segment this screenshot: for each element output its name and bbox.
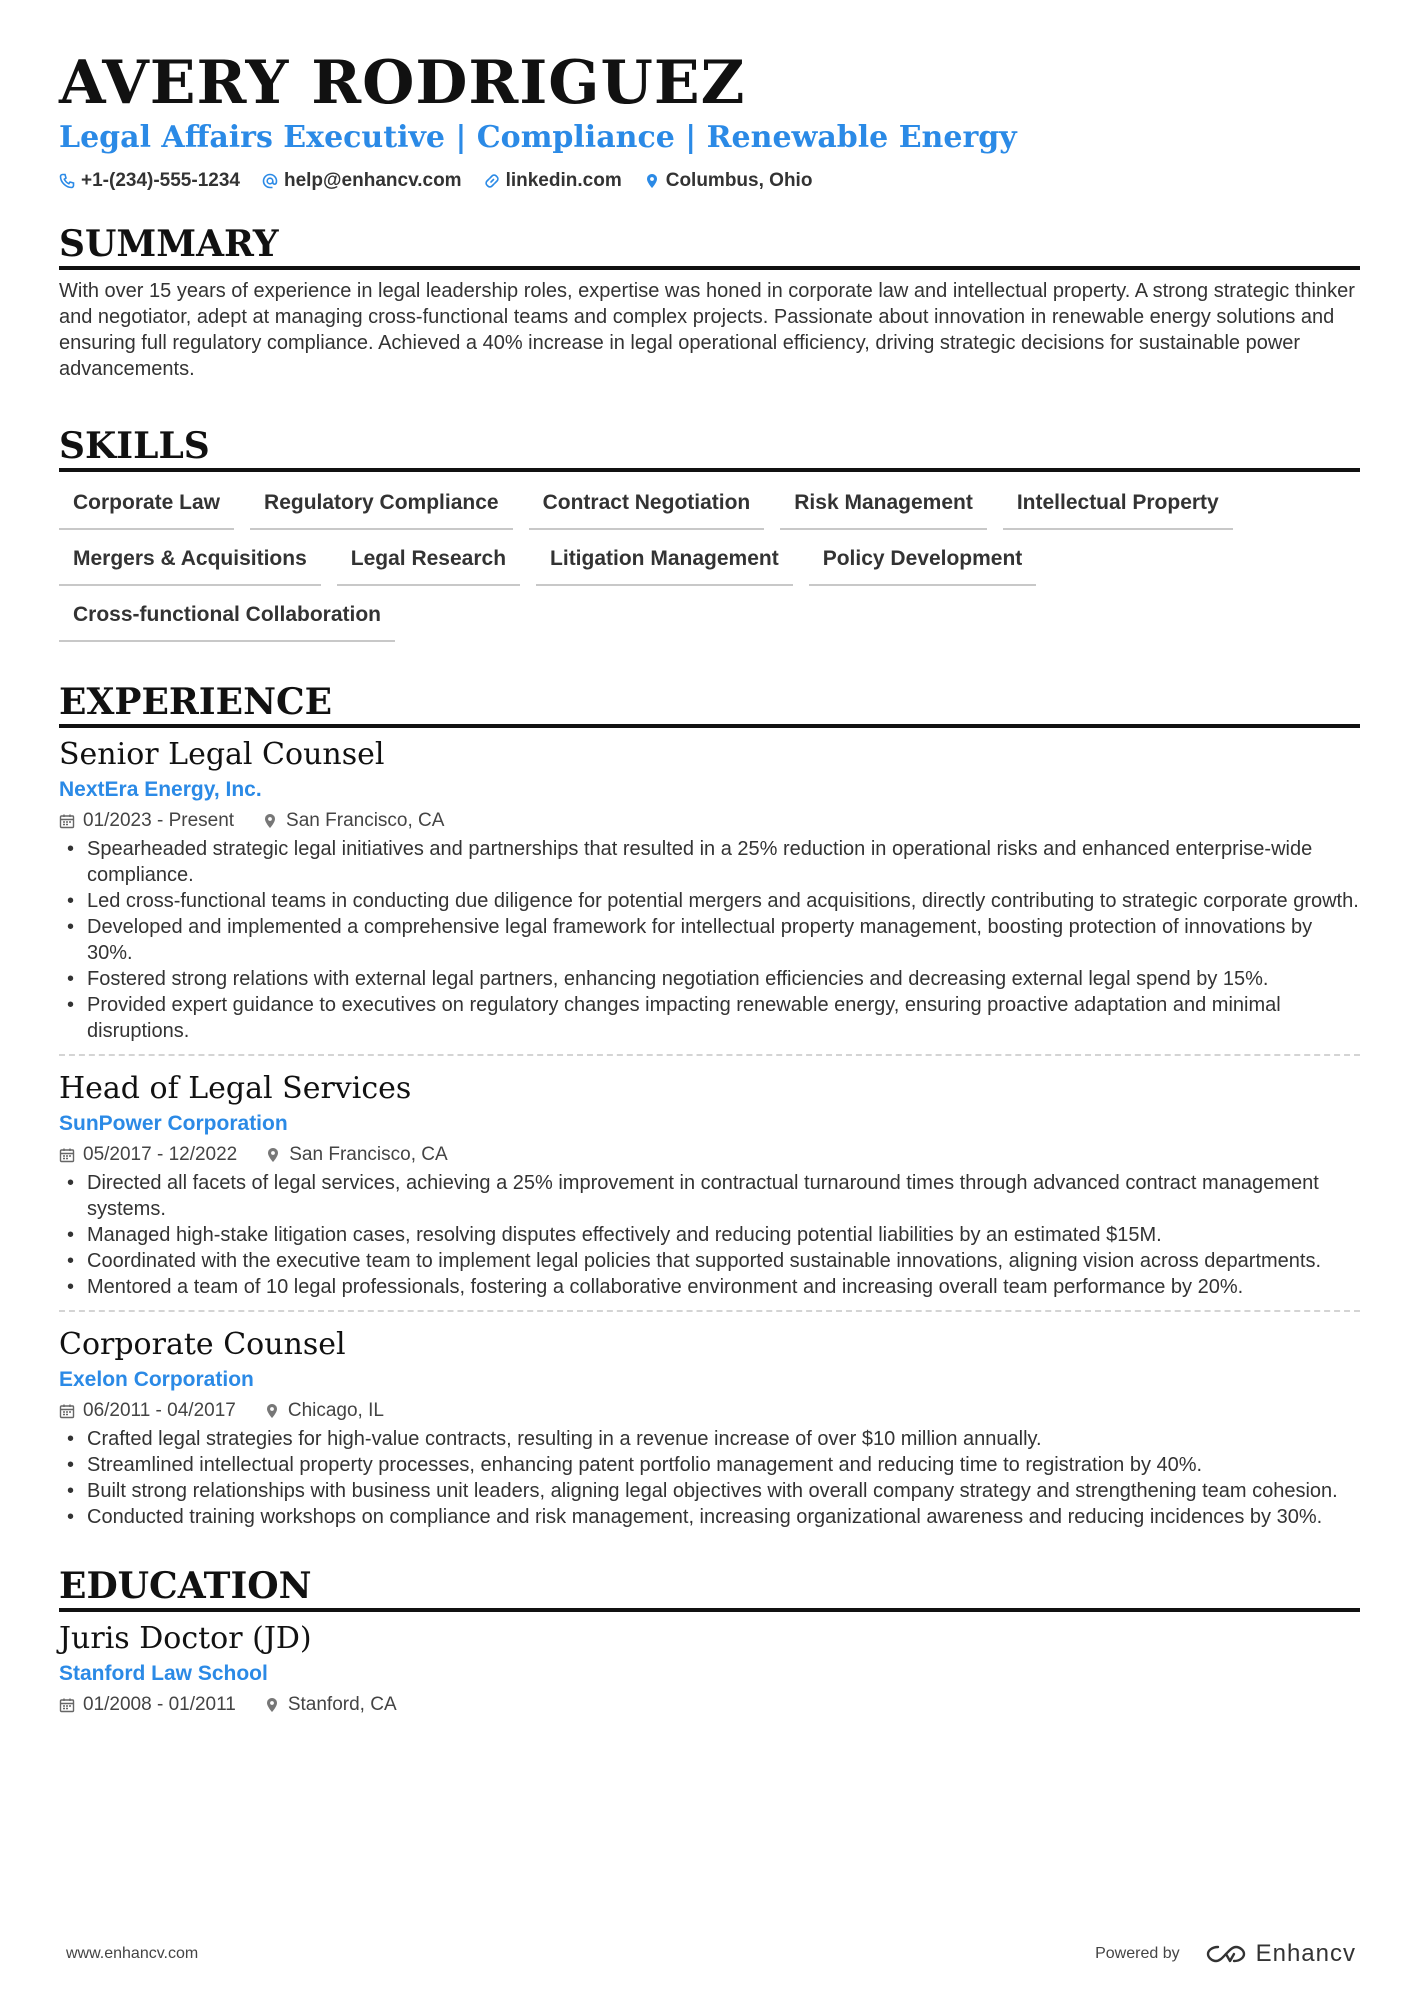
contact-linkedin[interactable] <box>484 170 622 192</box>
skill-tag: Contract Negotiation <box>529 482 765 530</box>
contact-email[interactable] <box>262 170 462 192</box>
job-title: Head of Legal Services <box>59 1071 412 1106</box>
education-location-text: Stanford, CA <box>287 1694 397 1715</box>
skill-tag: Litigation Management <box>536 538 793 586</box>
summary-text: With over 15 years of experience in legal leadership roles, expertise was honed in corporate law and intellectual property. A strong strategic thinker and negotiator, adept at managing cross-functional teams and complex projects. Passionate about innovation in renewable energy solutions and ensuring full regulatory compliance. Achieved a 40% increase in legal operational efficiency, driving strategic decisions for sustainable power advancements. <box>59 280 1355 380</box>
company-name: SunPower Corporation <box>59 1112 288 1135</box>
skill-tag: Policy Development <box>809 538 1037 586</box>
job-bullet: • Developed and implemented a comprehensive legal framework for intellectual property management, boosting protection of innovations by 30%. <box>59 914 1360 966</box>
skills-list <box>59 482 1360 650</box>
education-meta <box>59 1692 1360 1718</box>
job-location-text: San Francisco, CA <box>286 810 445 831</box>
job-title: Senior Legal Counsel <box>59 737 385 772</box>
experience-entry <box>59 736 1360 1050</box>
enhancv-logo-icon <box>1204 1943 1248 1965</box>
school-name: Stanford Law School <box>59 1662 268 1685</box>
skill-tag: Regulatory Compliance <box>250 482 513 530</box>
contact-email-text: help@enhancv.com <box>283 170 462 191</box>
job-dates-text: 05/2017 - 12/2022 <box>83 1144 238 1165</box>
company-name: Exelon Corporation <box>59 1368 254 1391</box>
page-footer <box>66 1940 1356 1968</box>
footer-website[interactable]: www.enhancv.com <box>66 1945 199 1962</box>
job-bullet: • Directed all facets of legal services, achieving a 25% improvement in contractual turnaround times through advanced contract management systems. <box>59 1170 1360 1222</box>
calendar-icon <box>59 1147 75 1163</box>
contact-bar <box>59 170 1360 192</box>
job-location <box>264 1398 384 1424</box>
enhancv-brand-text: Enhancv <box>1255 1940 1356 1967</box>
skill-tag: Legal Research <box>337 538 520 586</box>
contact-linkedin-text: linkedin.com <box>505 170 622 191</box>
skill-tag: Corporate Law <box>59 482 234 530</box>
education-heading: EDUCATION <box>59 1564 1360 1612</box>
map-pin-icon <box>262 813 278 829</box>
skill-tag: Intellectual Property <box>1003 482 1233 530</box>
experience-entry <box>59 1310 1360 1536</box>
phone-icon <box>59 173 75 189</box>
job-bullet: • Mentored a team of 10 legal professionals, fostering a collaborative environment and increasing overall team performance by 20%. <box>59 1274 1360 1300</box>
contact-phone-text: +1-(234)-555-1234 <box>81 170 240 191</box>
job-bullet: • Streamlined intellectual property processes, enhancing patent portfolio management and reducing time to registration by 40%. <box>59 1452 1360 1478</box>
candidate-name: AVERY RODRIGUEZ <box>59 48 746 118</box>
job-bullet: • Conducted training workshops on compliance and risk management, increasing organizational awareness and reducing incidences by 30%. <box>59 1504 1360 1530</box>
job-bullet: • Crafted legal strategies for high-value contracts, resulting in a revenue increase of over $10 million annually. <box>59 1426 1360 1452</box>
job-bullet: • Managed high-stake litigation cases, resolving disputes effectively and reducing potential liabilities by an estimated $15M. <box>59 1222 1360 1248</box>
contact-location-text: Columbus, Ohio <box>665 170 813 191</box>
education-entry <box>59 1620 1360 1724</box>
job-bullets <box>59 836 1360 1044</box>
powered-by <box>1095 1940 1356 1968</box>
job-bullets <box>59 1170 1360 1300</box>
job-meta <box>59 1398 1360 1424</box>
skill-tag: Risk Management <box>780 482 987 530</box>
job-dates-text: 06/2011 - 04/2017 <box>83 1400 236 1421</box>
education-dates-text: 01/2008 - 01/2011 <box>83 1694 236 1715</box>
job-location <box>265 1142 447 1168</box>
enhancv-logo[interactable] <box>1204 1940 1356 1968</box>
map-pin-icon <box>644 173 660 189</box>
resume-page <box>59 48 1360 1724</box>
powered-by-label: Powered by <box>1095 1945 1180 1962</box>
job-location <box>262 808 444 834</box>
summary-heading: SUMMARY <box>59 222 1360 270</box>
candidate-tagline: Legal Affairs Executive | Compliance | Renewable Energy <box>59 120 1017 155</box>
job-meta <box>59 808 1360 834</box>
job-bullet: • Built strong relationships with business unit leaders, aligning legal objectives with overall company strategy and strengthening team cohesion. <box>59 1478 1360 1504</box>
job-location-text: San Francisco, CA <box>289 1144 448 1165</box>
contact-location <box>644 170 813 192</box>
job-bullet: • Coordinated with the executive team to implement legal policies that supported sustainable innovations, aligning vision across departments. <box>59 1248 1360 1274</box>
map-pin-icon <box>264 1403 280 1419</box>
job-dates <box>59 1398 236 1424</box>
experience-heading: EXPERIENCE <box>59 680 1360 728</box>
calendar-icon <box>59 1697 75 1713</box>
job-dates <box>59 1142 237 1168</box>
contact-phone[interactable] <box>59 170 240 192</box>
job-meta <box>59 1142 1360 1168</box>
at-icon <box>262 173 278 189</box>
skill-tag: Cross-functional Collaboration <box>59 594 395 642</box>
job-dates-text: 01/2023 - Present <box>83 810 235 831</box>
experience-entry <box>59 1054 1360 1306</box>
job-bullet: • Led cross-functional teams in conducting due diligence for potential mergers and acquisitions, directly contributing to strategic corporate growth. <box>59 888 1360 914</box>
degree-title: Juris Doctor (JD) <box>59 1621 312 1656</box>
link-icon <box>484 173 500 189</box>
education-dates <box>59 1692 236 1718</box>
job-bullet: • Spearheaded strategic legal initiatives and partnerships that resulted in a 25% reduction in operational risks and enhanced enterprise-wide compliance. <box>59 836 1360 888</box>
job-location-text: Chicago, IL <box>287 1400 384 1421</box>
map-pin-icon <box>264 1697 280 1713</box>
calendar-icon <box>59 1403 75 1419</box>
job-bullet: • Fostered strong relations with external legal partners, enhancing negotiation efficiencies and decreasing external legal spend by 15%. <box>59 966 1360 992</box>
skill-tag: Mergers & Acquisitions <box>59 538 321 586</box>
map-pin-icon <box>265 1147 281 1163</box>
job-dates <box>59 808 234 834</box>
calendar-icon <box>59 813 75 829</box>
job-bullet: • Provided expert guidance to executives on regulatory changes impacting renewable energy, ensuring proactive adaptation and minimal disruptions. <box>59 992 1360 1044</box>
skills-heading: SKILLS <box>59 424 1360 472</box>
company-name: NextEra Energy, Inc. <box>59 778 262 801</box>
job-title: Corporate Counsel <box>59 1327 346 1362</box>
job-bullets <box>59 1426 1360 1530</box>
education-location <box>264 1692 397 1718</box>
